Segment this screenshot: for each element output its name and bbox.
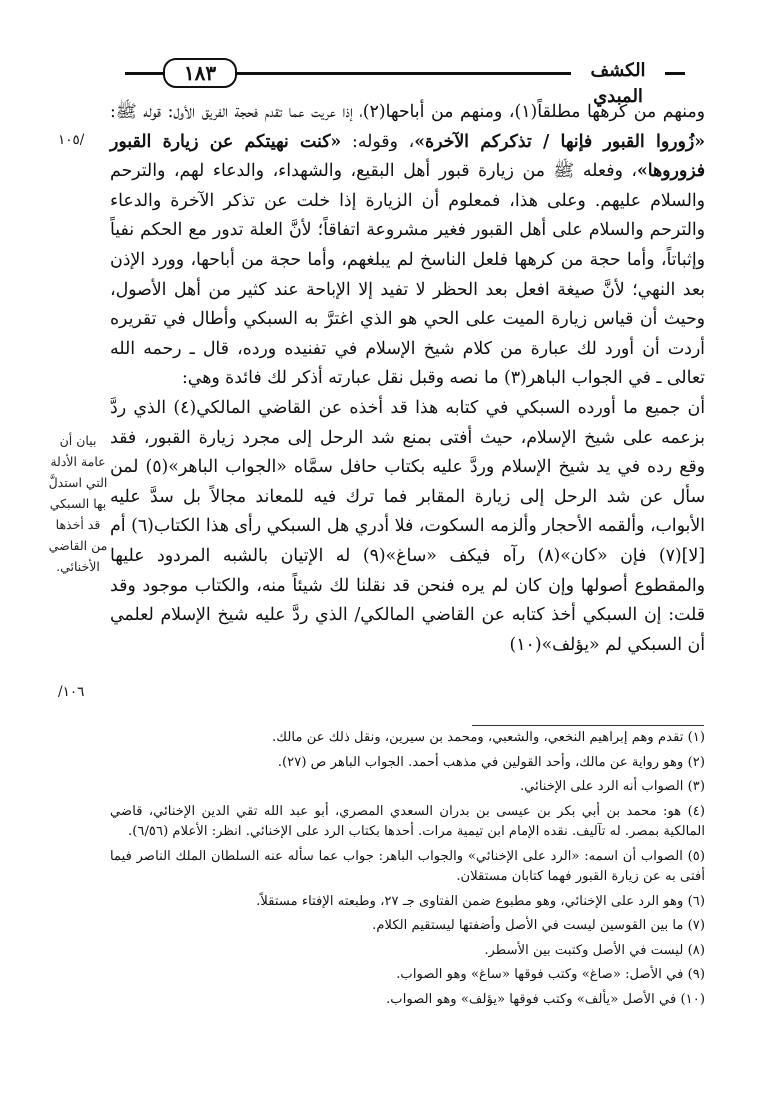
footnote: (٦) وهو الرد على الإخنائي، وهو مطبوع ضمن الفتاوى جـ ٢٧، وطبعته الإفتاء مستقلاً. xyxy=(256,893,705,909)
footnotes xyxy=(110,728,705,1014)
hadith-quote: «كنت نهيتكم عن زيارة القبور فزوروها» xyxy=(110,131,705,182)
page-header xyxy=(125,58,685,107)
footnote: (٧) ما بين القوسين ليست في الأصل وأضفتها ليستقيم الكلام. xyxy=(372,918,705,933)
footnote: (٢) وهو رواية عن مالك، وأحد القولين في مذهب أحمد. الجواب الباهر ص (٢٧). xyxy=(277,754,705,770)
footnote: (٤) هو: محمد بن أبي بكر بن عيسى بن بدران السعدي المصري، أبو عبد الله تقي الدين الإخنائي، قاضي المالكية بمصر. له تآليف. نقده الإمام ابن تيمية مرات. أحدها بكتاب الرد على الإخنائي. انظر: الأعلام (٦/٥٦). xyxy=(110,803,705,839)
header-rule xyxy=(235,72,571,75)
side-note: بيان أن عامة الأدلة التي استدلَّ بها السبكي قد أخذها من القاضي الأخنائي. xyxy=(48,433,108,574)
footnote: (٥) الصواب أن اسمه: «الرد على الإخنائي» والجواب الباهر: جواب عما سأله عنه السلطان الملك الناصر فيما أفتى به عن زيارة القبور فهما كتابان مستقلان. xyxy=(110,848,705,884)
paragraph-1: ومنهم من كرهها مطلقاً(١)، ومنهم من أباحها(٢)، إذا عريت عما تقدم فحجة الفريق الأول: قوله ﷺ: «زُوروا القبور فإنها / تذكركم الآخرة»، وقوله: «كنت نهيتكم عن زيارة القبور فزوروها»، وفعله ﷺ من زيارة قبور أهل البقيع، والشهداء، والدعاء لهم، والترحم والسلام عليهم. وعلى هذا، فمعلوم أن الزيارة إذا خلت عن تذكر الآخرة والدعاء والترحم والسلام على أهل القبور فغير مشروعة اتفاقاً؛ لأنَّ العلة تدور مع الحكم نفياً وإثباتاً، وأما حجة من كرهها فلعل الناسخ لم يبلغهم، وأما حجة من أباحها، وورد الإذن بعد النهي؛ لأنَّ صيغة افعل بعد الحظر لا تفيد إلا الإباحة عند كثير من أهل الأصول، وحيث أن قياس زيارة الميت على الحي هو الذي اغترَّ به السبكي وأطال في تقريره أردت أن أورد لك عبارة من كلام شيخ الإسلام في تفنيده ورده، قال ـ رحمه الله تعالى ـ في الجواب الباهر(٣) ما نصه وقبل نقل عبارته أذكر لك فائدة وهي: xyxy=(110,102,705,389)
footnote: (٩) في الأصل: «صاغ» وكتب فوقها «ساغ» وهو الصواب. xyxy=(396,967,705,982)
footnote-divider xyxy=(472,725,704,726)
paragraph-2: أن جميع ما أورده السبكي في كتابه هذا قد أخذه عن القاضي المالكي(٤) الذي ردَّ بزعمه على شيخ الإسلام، حيث أفتى بمنع شد الرحل إلى مجرد زيارة القبور، فقد وقع رده في يد شيخ الإسلام وردَّ عليه بكتاب حافل سمَّاه «الجواب الباهر»(٥) لمن سأل عن شد الرحل إلى زيارة المقابر فما ترك فيه للمعاند مجالاً بل سدَّ عليه الأبواب، وألقمه الأحجار وألزمه السكوت، فلا أدري هل السبكي رأى هذا الكتاب(٦) أم [لا](٧) فإن «كان»(٨) رآه فيكف «ساغ»(٩) له الإتيان بالشبه المردود عليها والمقطوع أصولها وإن كان لم يره فنحن قد نقلنا لك شيئاً منه، والكتاب موجود وقد قلت: إن السبكي أخذ كتابه عن القاضي المالكي/ الذي ردَّ عليه شيخ الإسلام لعلمي أن السبكي لم «يؤلف»(١٠) xyxy=(110,397,706,655)
running-title: الكشف المبدي xyxy=(590,60,646,107)
margin-ref-106: /١٠٦ xyxy=(58,684,85,700)
hadith-quote: «زُوروا القبور فإنها / تذكركم الآخرة» xyxy=(414,131,705,152)
margin-ref-105: ١٠٥/ xyxy=(58,132,85,148)
main-text xyxy=(110,98,705,660)
header-rule xyxy=(125,72,163,75)
footnote: (١) تقدم وهم إبراهيم النخعي، والشعبي، ومحمد بن سيرين، ونقل ذلك عن مالك. xyxy=(272,730,705,745)
footnote: (٣) الصواب أنه الرد على الإخنائي. xyxy=(519,779,705,794)
page-number: ١٨٣ xyxy=(163,58,237,88)
footnote: (١٠) في الأصل «يألف» وكتب فوقها «يؤلف» وهو الصواب. xyxy=(386,991,705,1007)
header-rule xyxy=(665,72,685,75)
footnote: (٨) ليست في الأصل وكتبت بين الأسطر. xyxy=(484,942,705,958)
